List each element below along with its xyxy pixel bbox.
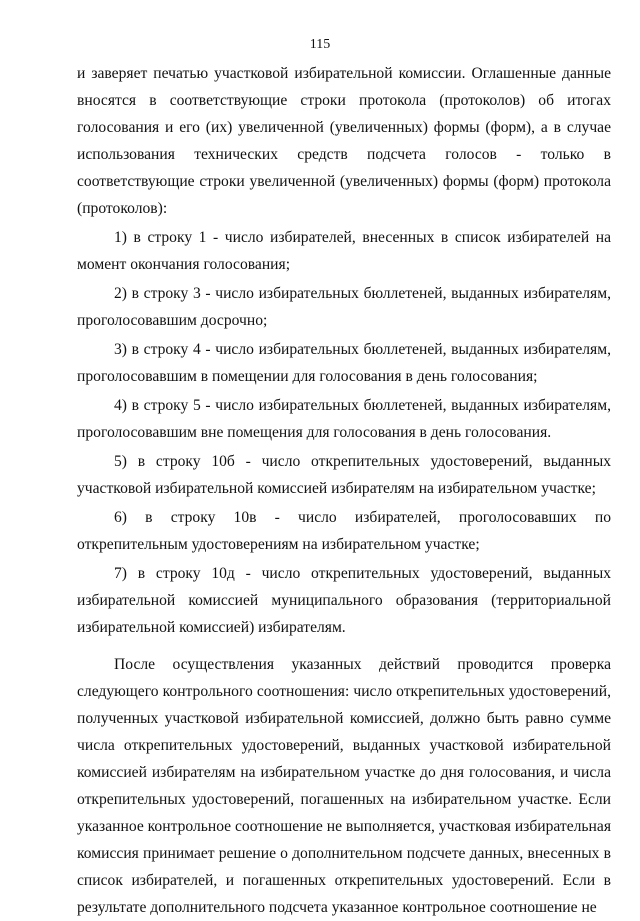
document-body	[77, 60, 611, 921]
list-item-row-4: 3) в строку 4 - число избирательных бюллетеней, выданных избирателям, проголосовавшим в помещении для голосования в день голосования;	[77, 341, 611, 385]
list-item-row-10v: 6) в строку 10в - число избирателей, проголосовавших по открепительным удостоверениям на избирательном участке;	[77, 509, 611, 553]
list-item-row-5: 4) в строку 5 - число избирательных бюллетеней, выданных избирателям, проголосовавшим вне помещения для голосования в день голосования.	[77, 397, 611, 441]
page-number: 115	[309, 37, 331, 52]
paragraph-control-ratio: После осуществления указанных действий проводится проверка следующего контрольного соотношения: число открепительных удостоверений, полученных участковой избирательной комиссией, должно быть равно сумме числа открепительных удостоверений, выданных участковой избирательной комиссией избирателям на избирательном участке до дня голосования, и числа открепительных удостоверений, погашенных на избирательном участке. Если указанное контрольное соотношение не выполняется, участковая избирательная комиссия принимает решение о дополнительном подсчете данных, внесенных в список избирателей, и погашенных открепительных удостоверений. Если в результате дополнительного подсчета указанное контрольное соотношение не	[77, 656, 611, 916]
list-item-row-10b: 5) в строку 10б - число открепительных удостоверений, выданных участковой избирательной комиссией избирателям на избирательном участке;	[77, 453, 611, 497]
list-item-row-3: 2) в строку 3 - число избирательных бюллетеней, выданных избирателям, проголосовавшим досрочно;	[77, 285, 611, 329]
paragraph-continuation: и заверяет печатью участковой избирательной комиссии. Оглашенные данные вносятся в соответствующие строки протокола (протоколов) об итогах голосования и его (их) увеличенной (увеличенных) формы (форм), а в случае использования технических средств подсчета голосов - только в соответствующие строки увеличенной (увеличенных) формы (форм) протокола (протоколов):	[77, 65, 611, 217]
list-item-row-10d: 7) в строку 10д - число открепительных удостоверений, выданных избирательной комиссией муниципального образования (территориальной избирательной комиссией) избирателям.	[77, 565, 611, 636]
list-item-row-1: 1) в строку 1 - число избирателей, внесенных в список избирателей на момент окончания голосования;	[77, 229, 611, 273]
